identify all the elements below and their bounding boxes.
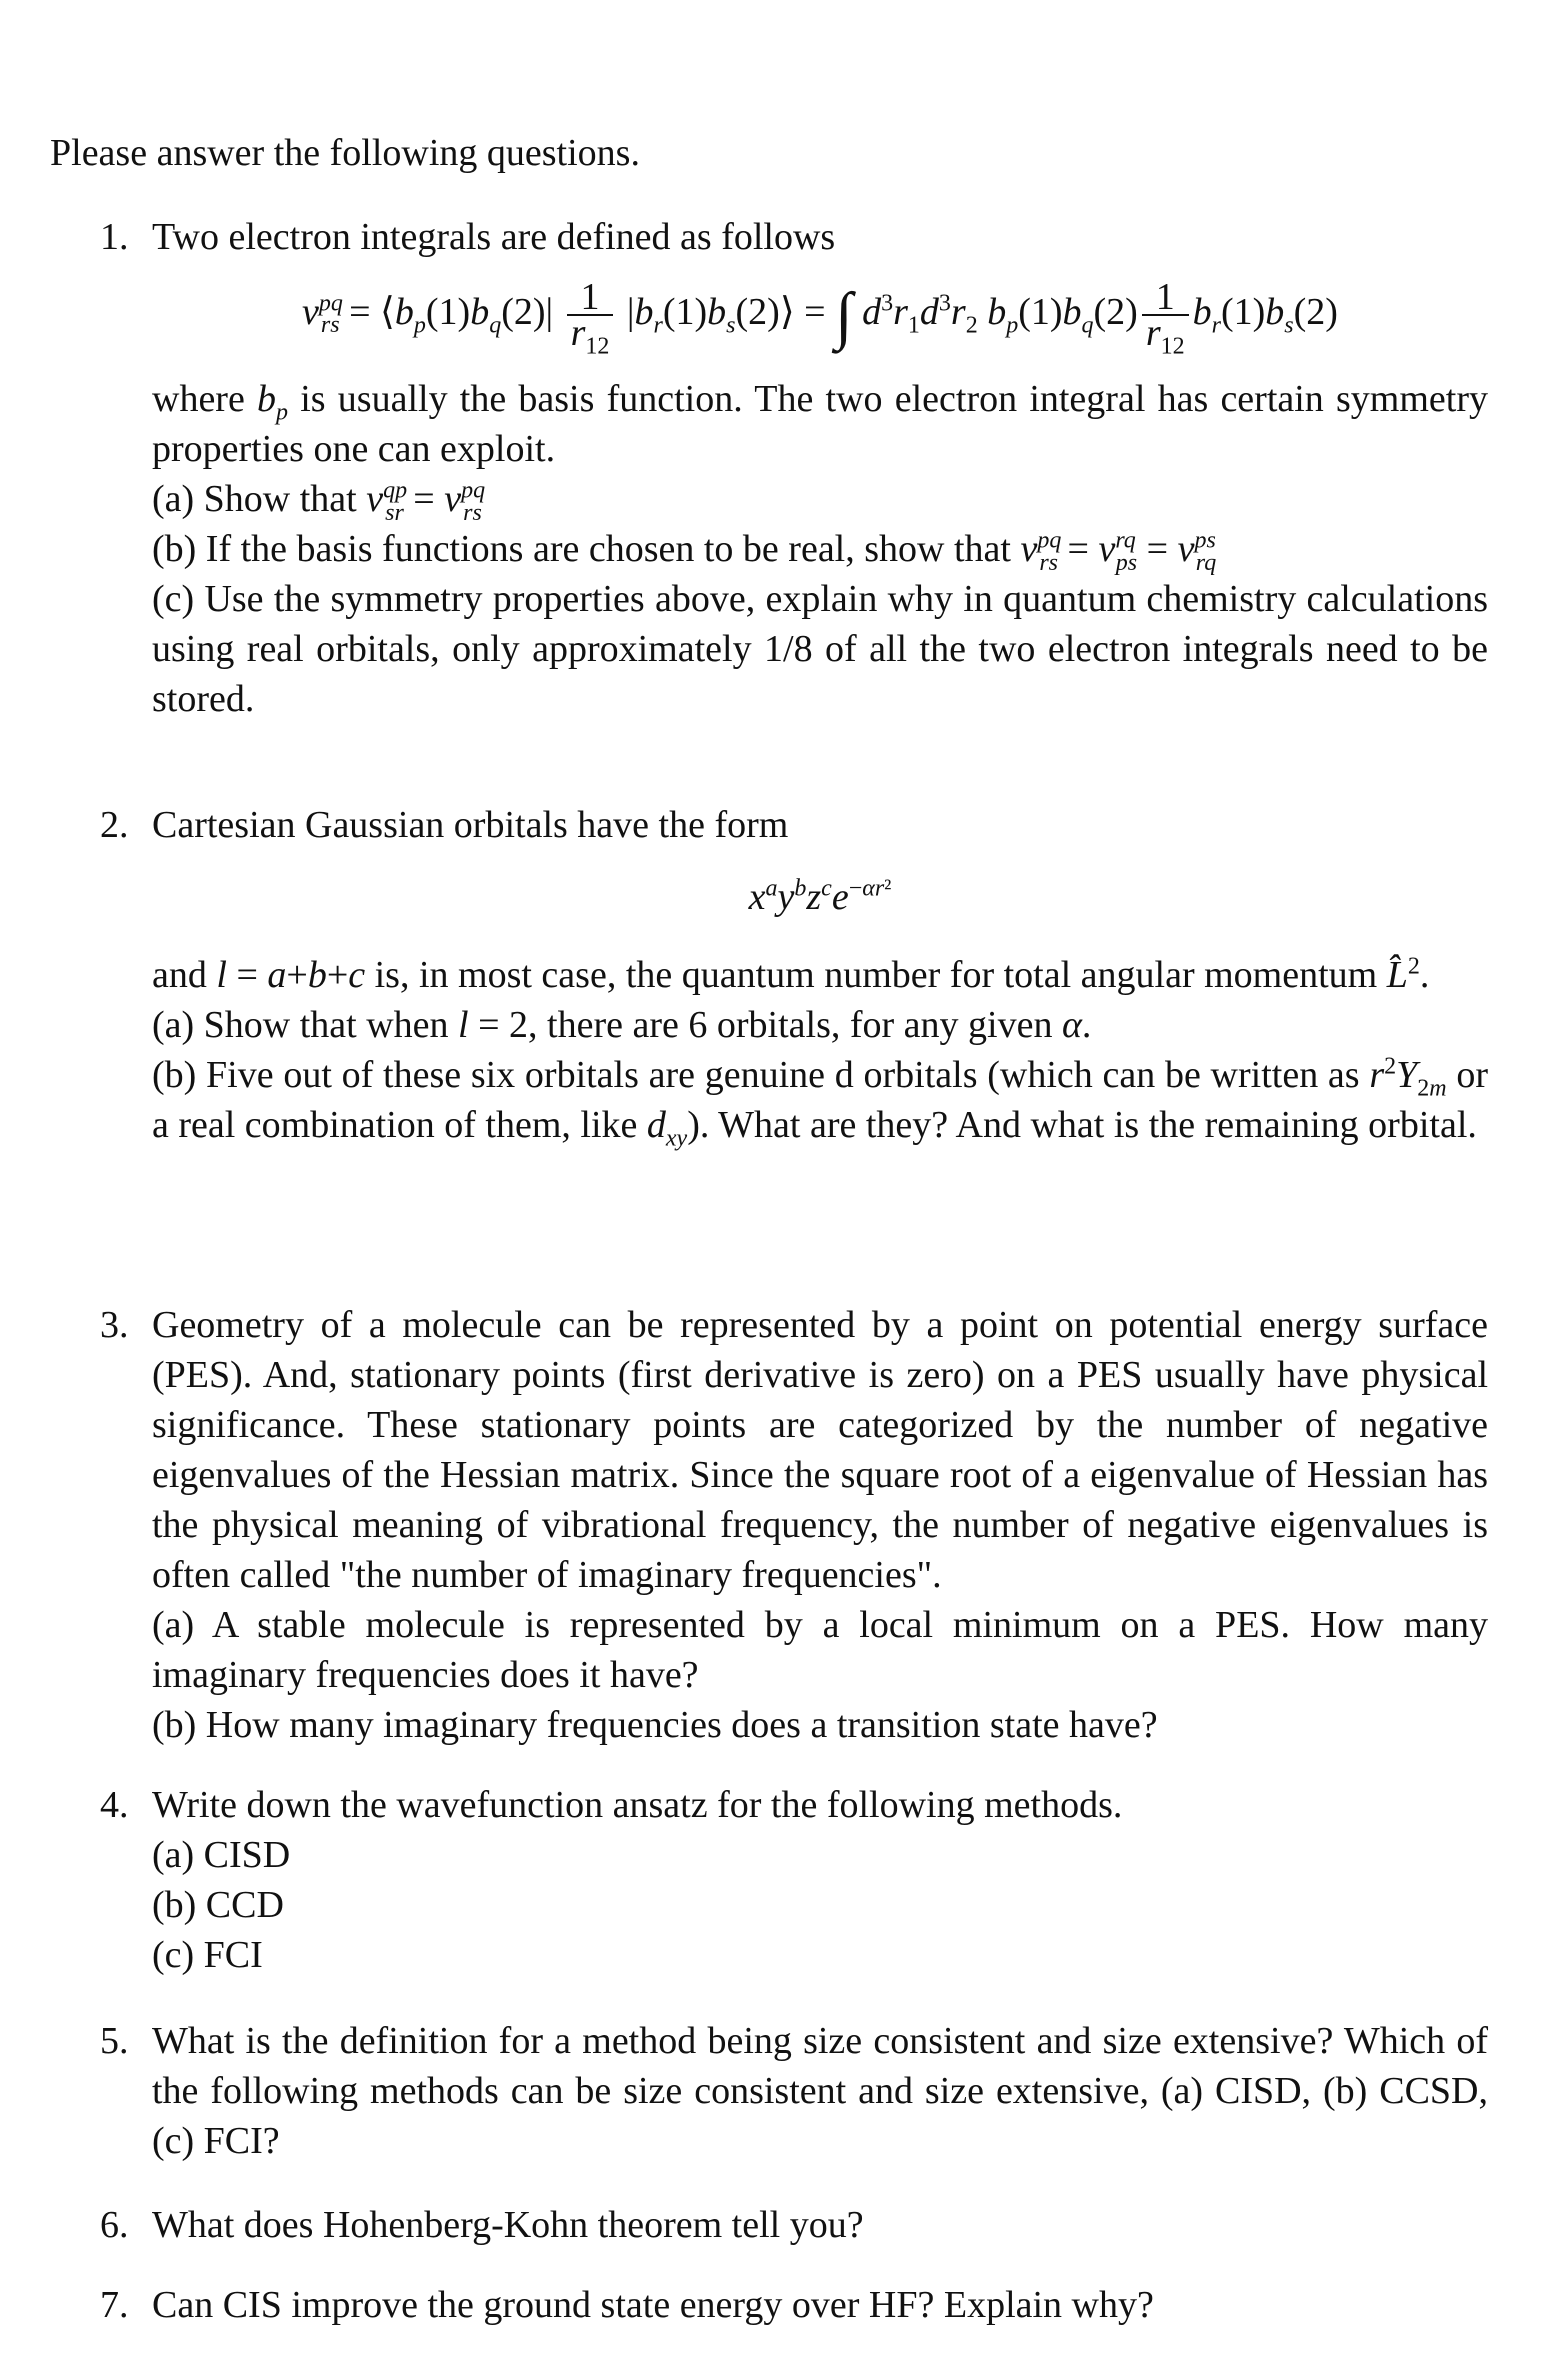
question-text: What does Hohenberg-Kohn theorem tell you? xyxy=(152,2204,864,2246)
question-3 xyxy=(100,1300,1488,1750)
part-c: (c) Use the symmetry properties above, explain why in quantum chemistry calculations using real orbitals, only approximately 1/8 of all the two electron integrals need to be stored. xyxy=(152,578,1488,720)
part-b: (b) If the basis functions are chosen to be real, show that $v^{pq}_{rs} = v^{rq}_{ps} = v^{ps}_{rq}$ xyxy=(152,527,1217,576)
question-4 xyxy=(100,1780,1488,1980)
question-number: 2. xyxy=(100,804,129,846)
intro-text: Please answer the following questions. xyxy=(50,132,640,174)
question-number: 4. xyxy=(100,1784,129,1826)
question-7 xyxy=(100,2280,1488,2330)
equation-rhs: ∫ $d^3r_1d^3r_2$ $b_p(1)b_q(2)$ $\frac{1}{r_{12}}$ $b_r(1)b_s(2)$ xyxy=(835,276,1338,360)
question-text: Cartesian Gaussian orbitals have the form xyxy=(152,804,789,846)
part-a: (a) CISD xyxy=(152,1834,291,1876)
question-6 xyxy=(100,2200,1488,2250)
equation-gaussian-orbital: $x^ay^bz^ce^{-\alpha r^2}$ xyxy=(748,875,892,918)
part-a: (a) Show that when l = 2, there are 6 orbitals, for any given α. xyxy=(152,1004,1092,1046)
part-b: (b) Five out of these six orbitals are genuine d orbitals (which can be written as $r^2Y_{2m}$ or a real combination of them, like $d_{xy}$). What are they? And what is the remaining orbital. xyxy=(152,1053,1488,1152)
part-a: (a) A stable molecule is represented by a local minimum on a PES. How many imaginary frequencies does it have? xyxy=(152,1604,1488,1696)
part-a: (a) Show that $v^{qp}_{sr} = v^{pq}_{rs}$ xyxy=(152,477,486,526)
question-text: What is the definition for a method being size consistent and size extensive? Which of the following methods can be size consistent and size extensive, (a) CISD, (b) CCSD, (c) FCI? xyxy=(152,2020,1488,2162)
question-1 xyxy=(100,212,1488,724)
equation-lhs: $v^{pq}_{rs}$ = $⟨b_p(1)b_q(2)|$ $\frac{1}{r_{12}}$ $|b_r(1)b_s(2)⟩$ = xyxy=(302,276,836,360)
equation-two-electron-integral xyxy=(152,276,1488,360)
question-text: Two electron integrals are defined as follows xyxy=(152,216,836,258)
part-c: (c) FCI xyxy=(152,1934,263,1976)
part-b: (b) How many imaginary frequencies does a transition state have? xyxy=(152,1704,1158,1746)
question-2 xyxy=(100,800,1488,1152)
question-followup: and l = a+b+c is, in most case, the quantum number for total angular momentum L̂$^2$. xyxy=(152,953,1430,996)
question-number: 5. xyxy=(100,2020,129,2062)
question-number: 1. xyxy=(100,216,129,258)
question-text: Geometry of a molecule can be represented by a point on potential energy surface (PES). And, stationary points (first derivative is zero) on a PES usually have physical significance. These stationary points are categorized by the number of negative eigenvalues of the Hessian matrix. Since the square root of a eigenvalue of Hessian has the physical meaning of vibrational frequency, the number of negative eigenvalues is often called "the number of imaginary frequencies". xyxy=(152,1304,1488,1596)
part-b: (b) CCD xyxy=(152,1884,284,1926)
question-followup: where $b_p$ is usually the basis function. The two electron integral has certain symmetry properties one can exploit. xyxy=(152,378,1488,470)
question-number: 3. xyxy=(100,1304,129,1346)
question-5 xyxy=(100,2016,1488,2166)
question-number: 6. xyxy=(100,2204,129,2246)
question-number: 7. xyxy=(100,2284,129,2326)
question-text: Can CIS improve the ground state energy over HF? Explain why? xyxy=(152,2284,1154,2326)
question-text: Write down the wavefunction ansatz for the following methods. xyxy=(152,1784,1123,1826)
